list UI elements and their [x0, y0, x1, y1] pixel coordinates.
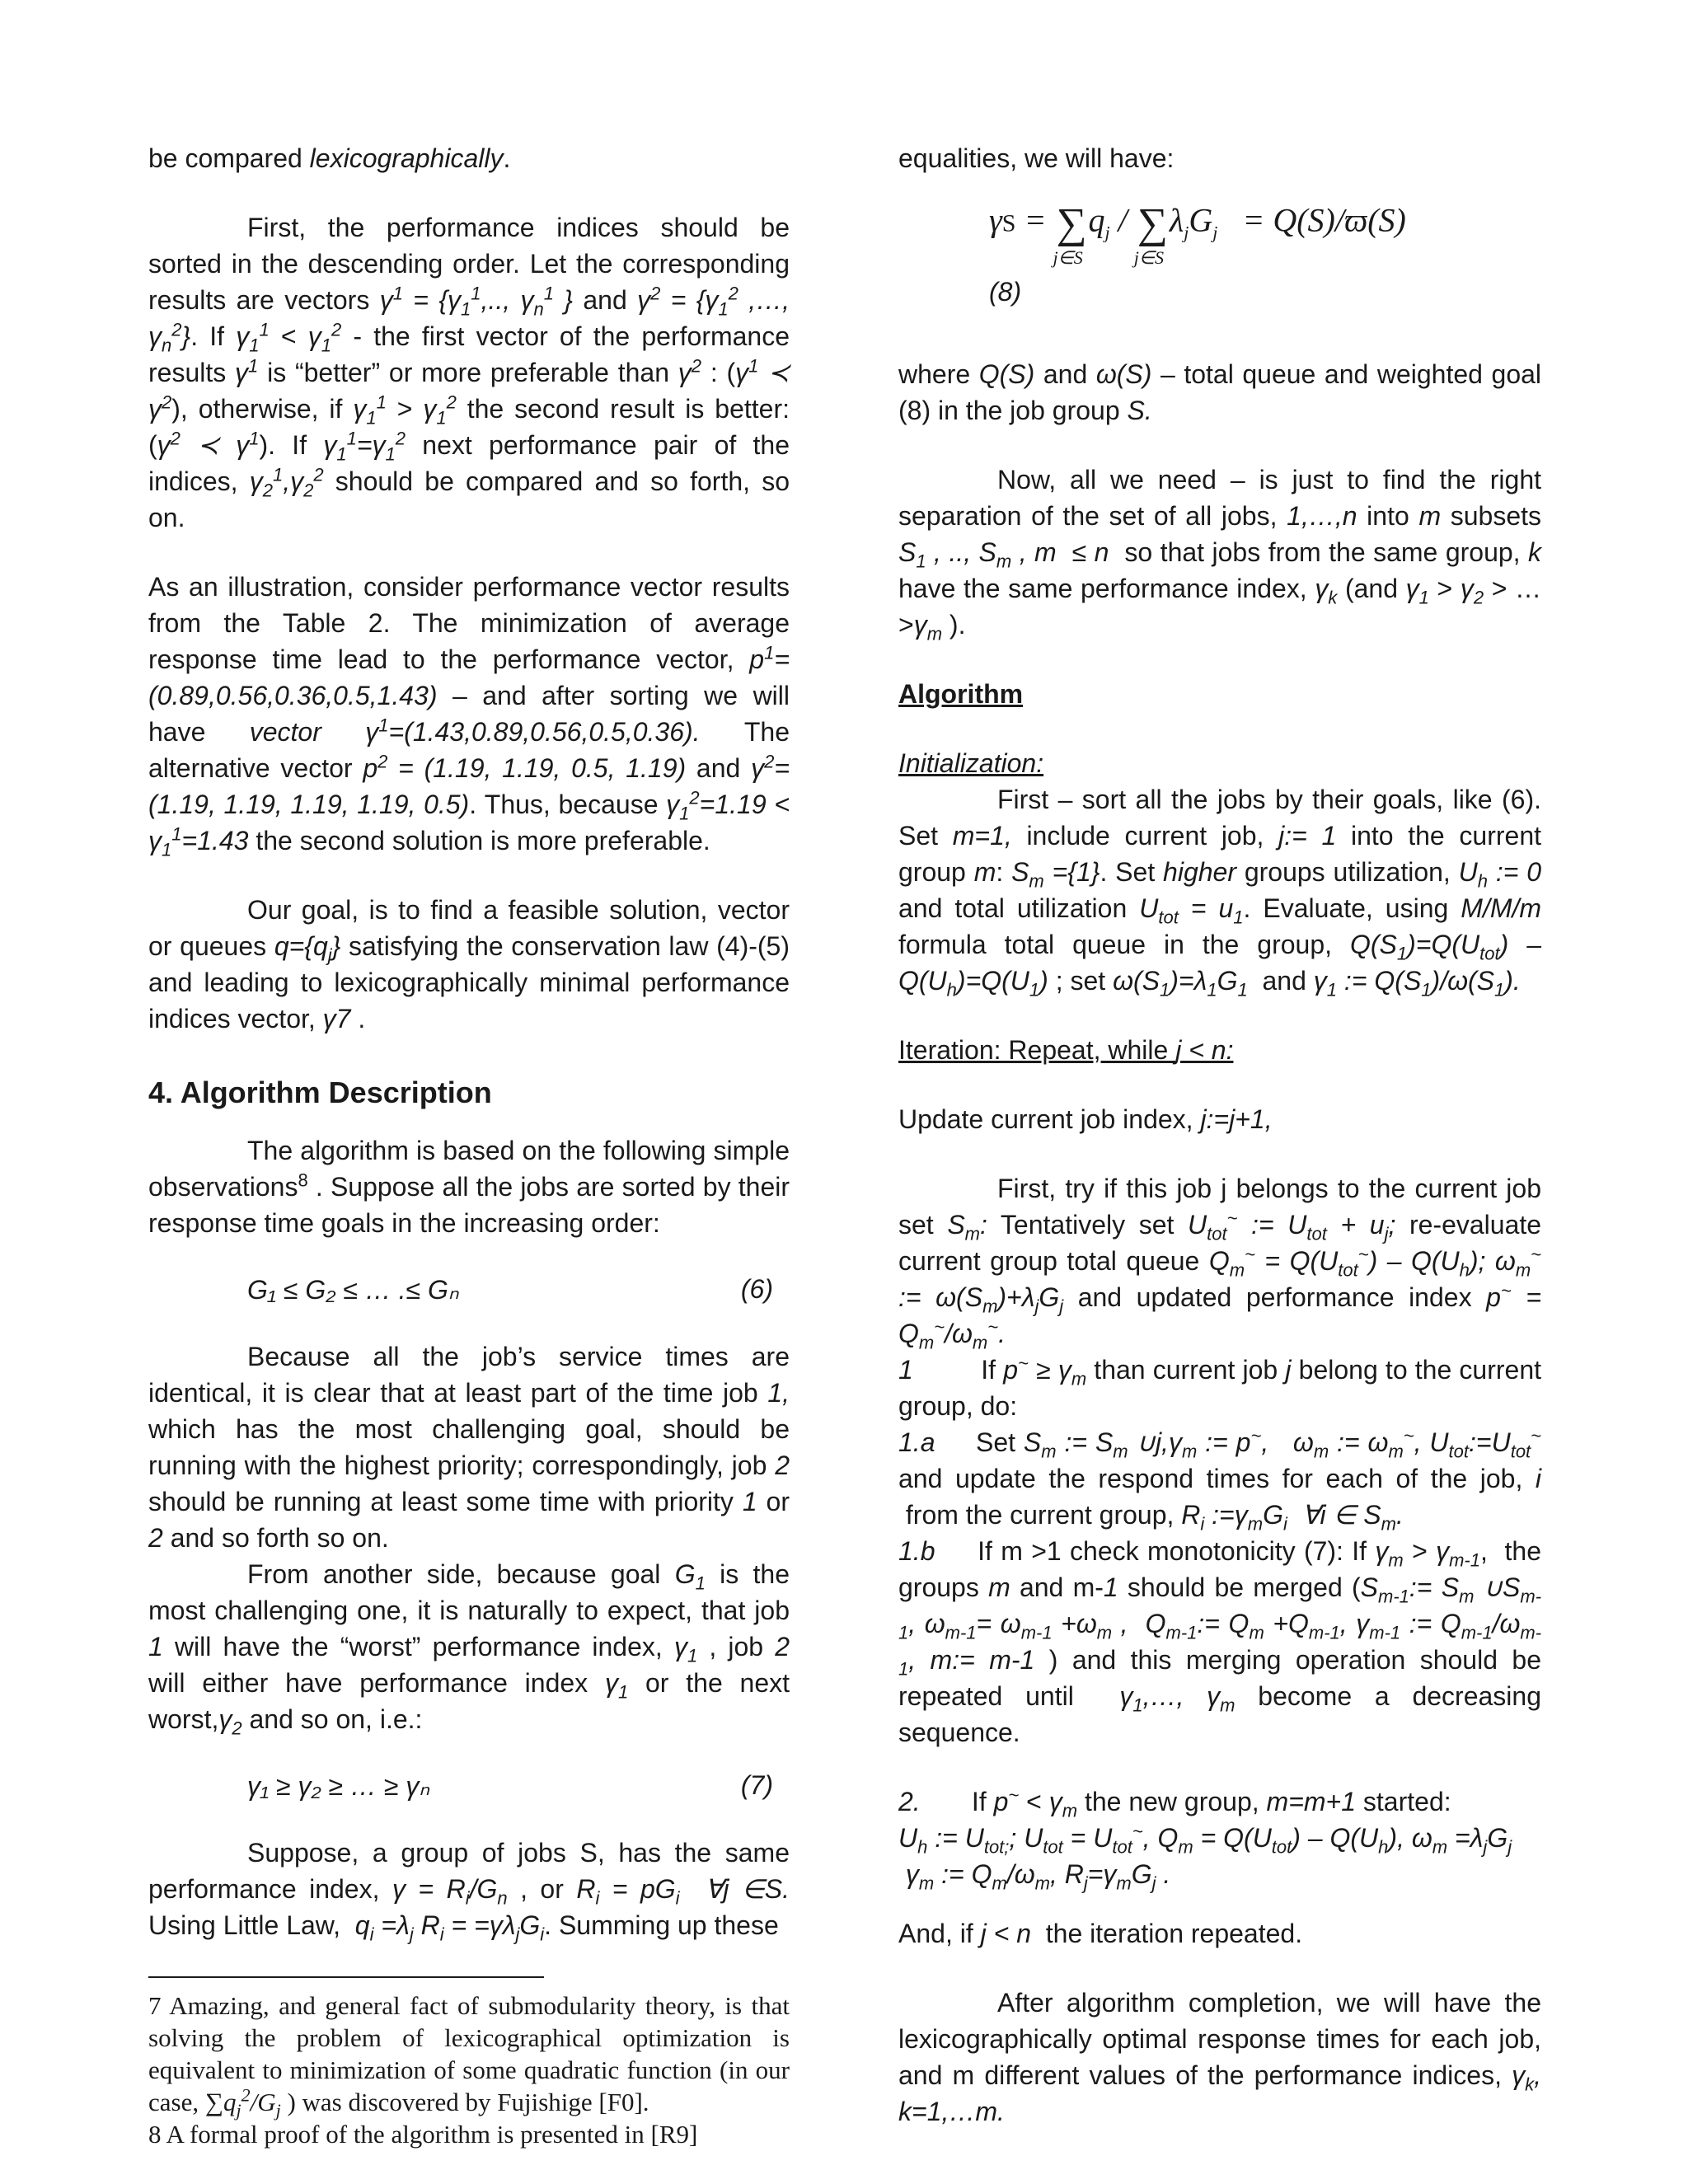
paragraph-because: Because all the job’s service times are identical, it is clear that at least part of the time job 1, which has the most challenging goal, should be running with the highest priority; correspondingly, job 2 should be running at least some time with priority 1 or 2 and so forth so on. — [148, 1342, 790, 1553]
equation-8-formula: γS = ∑ j∈S $q_j$ / ∑ j∈S $\lambda_jG_j = Q(S)/ϖ(S)$ — [989, 200, 1406, 268]
paragraph-where: where Q(S) and ω(S) – total queue and weighted goal (8) in the job group S. — [898, 359, 1542, 425]
paragraph-another-side: From another side, because goal $G_1$ is the most challenging one, it is naturally to expect, that job 1 will have the “worst” performance index, $\gamma_1$ , job 2 will either have performance index $\gamma_1$ or the next $worst,\gamma_2$ and so on, i.e.: — [148, 1559, 790, 1739]
equation-8: γS = ∑ j∈S $q_j$ / ∑ j∈S $\lambda_jG_j = Q(S)/ϖ(S)$ (8) — [989, 200, 1406, 307]
paragraph-illustration: As an illustration, consider performance vector results from the Table 2. The minimization of average response time lead to the performance vector, $p^1=(0.89,0.56,0.36,0.5,1.43)$ – and after sorting we will have vector $\gamma^1=(1.43,0.89,0.56,0.5,0.36)$. The alternative vector $p^2 = (1.19$, 1.19, 0.5, 1.19) and $\gamma^2=(1.19$, 1.19, 1.19, 1.19, 0.5). Thus, because $\gamma_1^2=1.19 < \gamma_1^1=1.43$ the second solution is more preferable. — [148, 572, 790, 860]
paragraph-sorting: First, the performance indices should be sorted in the descending order. Let the corresponding results are vectors $\gamma^1 = \{\gamma_1^1$,.., $\gamma_n^1$ } and $\gamma^2 = \{\gamma_1^2$ ,…, $\gamma_n^2$}. If $\gamma_1^1 < \gamma_1^2$ - the first vector of the performance results $\gamma^1$ is “better” or more preferable than $\gamma^2$ : ($\gamma^1$ ≺ $\gamma^2$), otherwise, if $\gamma_1^1 > \gamma_1^2$ the second result is better: ($\gamma^2$ ≺ $\gamma^1$). If $\gamma_1^1=\gamma_1^2$ next performance pair of the indices, $\gamma_2^1,\gamma_2^2$ should be compared and so forth, so on. — [148, 213, 790, 532]
paragraph-now: Now, all we need – is just to find the right separation of the set of all jobs, 1,…,n into m subsets $S_1$ , .., $S_m$ , m ≤ n so that jobs from the same group, k have the same performance index, $\gamma_k$ (and $\gamma_1 > \gamma_2$ > … $>\gamma_m$ ). — [898, 465, 1542, 644]
intro-line: be compared lexicographically. — [148, 143, 511, 173]
algorithm-title: Algorithm — [898, 679, 1024, 709]
iteration-title: Iteration: Repeat, while j < n: — [898, 1035, 1234, 1065]
step-1: 1 If $p^\sim \ge \gamma_m$ than current job j belong to the current group, do: — [898, 1352, 1542, 1421]
paragraph-algo-intro: The algorithm is based on the following simple observations$^8$ . Suppose all the jobs are sorted by their response time goals in the increasing order: — [148, 1136, 790, 1238]
step-1a: 1.a Set $S_m$ := $S_m$ $\cup j,\gamma_m$ := p~, $\omega_m$ := $\omega_m^\sim$, $U_{tot}:=U_{tot}^\sim$ and update the respond times for each of the job, i from the current group, $R_i$ $:=\gamma_mG_i$ ∀i ∈ $S_m$. — [898, 1425, 1542, 1535]
paragraph-repeat: And, if j < n the iteration repeated. — [898, 1919, 1303, 1948]
step-2: 2. If $p^\sim < \gamma_m$ the new group, m=m+1 started: $U_h$ := $U_{tot;}$; $U_{tot} = U_{tot}^\sim$, $Q_m = Q(U_{tot}) - Q(U_h)$, $\omega_m =\lambda_jG_j$ $\gamma_m$ := $Q_m/\omega_m$, $R_j=\gamma_mG_j$ . — [898, 1784, 1512, 1894]
left-column — [148, 140, 790, 2150]
paragraph-suppose: Suppose, a group of jobs S, has the same performance index, $\gamma = R_i/G_n$ , or $R_i = pG_i$ ∀j ∈S. Using Little Law, $q_i =\lambda_j$ $R_i = =\gamma\lambda_jG_i$. Summing up these — [148, 1838, 790, 1945]
footnote-7: 7 Amazing, and general fact of submodularity theory, is that solving the problem of lexicographical optimization is equivalent to minimization of some quadratic function (in our case, $\sum q_j^2/G_j$ ) was discovered by Fujishige [F0]. — [148, 1991, 790, 2121]
paragraph-initialization: First – sort all the jobs by their goals, like (6). Set m=1, include current job, j:= 1 into the current group m: $S_m =\{1\}$. Set higher groups utilization, $U_h$ := 0 and total utilization $U_{tot} = u_1$. Evaluate, using M/M/m formula total queue in the group, $Q(S_1)=Q(U_{tot}) - Q(U_h)=Q(U_1)$ ; set $\omega(S_1)=\lambda_1G_1$ and $\gamma_1$ := $Q(S_1)/\omega(S_1)$. — [898, 785, 1542, 1001]
paragraph-try: First, try if this job j belongs to the current job set $S_m$: Tentatively set $U_{tot}^\sim$ := $U_{tot} + u_j$; re-evaluate current group total queue $Q_m^\sim = Q(U_{tot}^\sim) - Q(U_h)$; $\omega_m^\sim$ := $\omega(S_m)+\lambda_jG_j$ and updated performance index $p^\sim = Q_m^\sim/\omega_m^\sim$. — [898, 1174, 1542, 1353]
paragraph-goal: Our goal, is to find a feasible solution, vector or queues $q=\{q_j\}$ satisfying the conservation law (4)-(5) and leading to lexicographically minimal performance indices vector, γ7 . — [148, 895, 790, 1033]
right-column — [898, 140, 1541, 2130]
intro-line-right: equalities, we will have: — [898, 143, 1175, 173]
section-heading: 4. Algorithm Description — [148, 1076, 492, 1109]
equation-6: G₁ ≤ G₂ ≤ … .≤ Gₙ (6) — [247, 1274, 773, 1305]
paragraph-after: After algorithm completion, we will have the lexicographically optimal response times for each job, and m different values of the performance indices, $\gamma_k$, k=1,…m. — [898, 1988, 1542, 2126]
equation-7: γ₁ ≥ γ₂ ≥ … ≥ γₙ (7) — [247, 1770, 773, 1801]
footnote-divider — [148, 1976, 544, 1978]
initialization-title: Initialization: — [898, 748, 1044, 778]
paragraph-update: Update current job index, j:=j+1, — [898, 1104, 1273, 1134]
footnote-8: 8 A formal proof of the algorithm is presented in [R9] — [148, 2120, 698, 2149]
step-1b: 1.b If m >1 check monotonicity (7): If $\gamma_m > \gamma_{m-1}$, the groups m and m-1 should be merged ($S_{m-1}:= S_m$ $\cup S_{m-1}$, $\omega_{m-1}= \omega_{m-1} +\omega_m$ , $Q_{m-1}:= Q_m +Q_{m-1}$, $\gamma_{m-1}$ := $Q_{m-1}/\omega_{m-1}$, m:= m-1 ) and this merging operation should be repeated until $\gamma_1,\dots$, $\gamma_m$ become a decreasing sequence. — [898, 1536, 1542, 1747]
